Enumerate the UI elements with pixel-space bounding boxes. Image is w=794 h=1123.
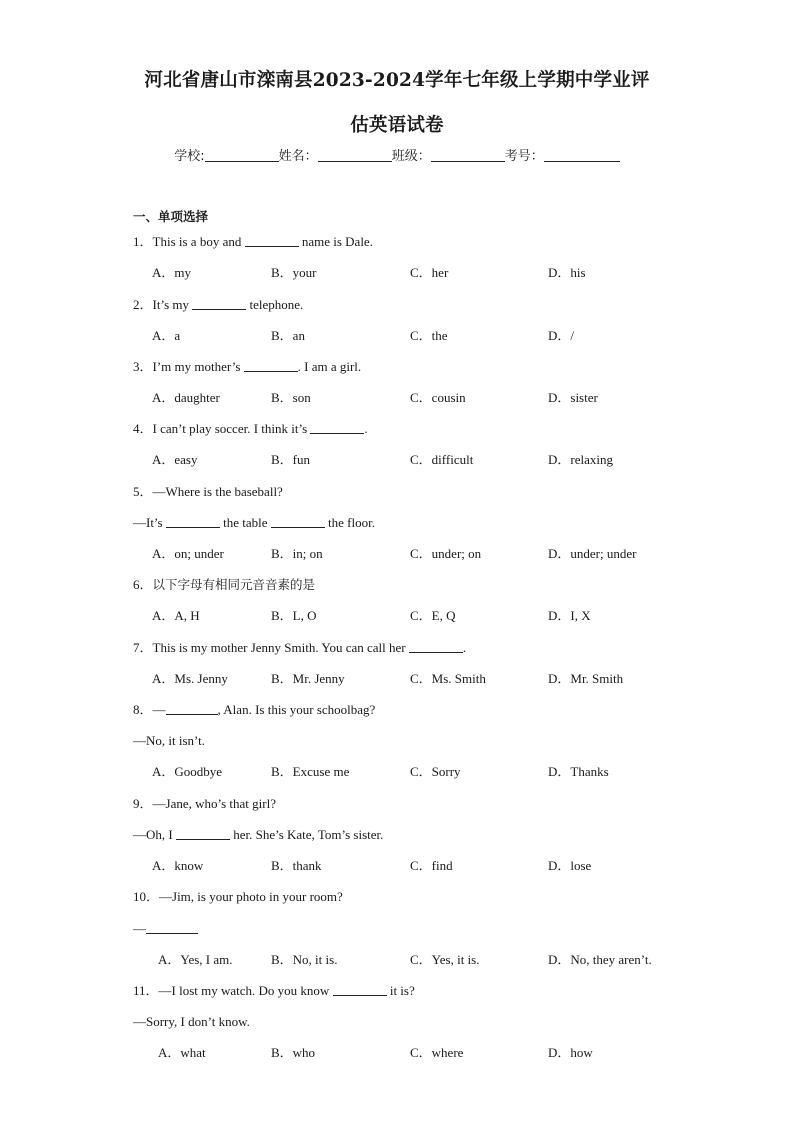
answer-blank[interactable] [310, 421, 364, 434]
question-1-option-c[interactable] [410, 265, 448, 281]
question-2-line-1 [133, 297, 303, 313]
name-blank[interactable] [318, 148, 392, 162]
option-letter: A． [152, 265, 175, 280]
answer-blank[interactable] [146, 921, 198, 934]
question-3-line-1 [133, 359, 361, 375]
option-text: know [174, 858, 204, 873]
question-5-option-d[interactable] [548, 546, 636, 562]
question-text: . I am a girl. [297, 359, 362, 374]
question-1-option-a[interactable] [152, 265, 191, 281]
question-11-line-1 [133, 983, 415, 999]
option-letter: B． [271, 1045, 293, 1060]
option-letter: D． [548, 671, 571, 686]
option-letter: C． [410, 328, 432, 343]
question-text: it is? [386, 983, 415, 998]
question-8-line-1 [133, 702, 375, 718]
option-text: relaxing [570, 452, 613, 467]
question-2-option-b[interactable] [271, 328, 305, 344]
option-text: difficult [431, 452, 474, 467]
answer-blank[interactable] [409, 640, 463, 653]
option-letter: D． [548, 608, 571, 623]
question-3-option-c[interactable] [410, 390, 466, 406]
option-text: fun [292, 452, 311, 467]
option-text: I, X [570, 608, 591, 623]
option-letter: B． [271, 546, 293, 561]
option-letter: A． [152, 608, 175, 623]
option-letter: B． [271, 764, 293, 779]
question-text: —Oh, I [133, 827, 176, 842]
option-letter: B． [271, 328, 293, 343]
option-text: son [292, 390, 311, 405]
option-text: Excuse me [292, 764, 350, 779]
option-text: Ms. Jenny [174, 671, 228, 686]
option-letter: D． [548, 328, 571, 343]
option-letter: A． [158, 1045, 181, 1060]
question-6-option-c[interactable] [410, 608, 456, 624]
question-5-option-b[interactable] [271, 546, 323, 562]
question-7-option-a[interactable] [152, 671, 228, 687]
question-4-line-1 [133, 421, 368, 437]
answer-blank[interactable] [176, 827, 230, 840]
question-text: I’m my mother’s [152, 359, 244, 374]
class-blank[interactable] [431, 148, 505, 162]
option-text: easy [174, 452, 198, 467]
question-8-line-2 [133, 733, 205, 749]
question-9-option-d[interactable] [548, 858, 591, 874]
option-letter: C． [410, 764, 432, 779]
option-text: Mr. Smith [570, 671, 624, 686]
option-letter: C． [410, 671, 432, 686]
question-number: 8． [133, 702, 153, 717]
option-letter: D． [548, 952, 571, 967]
answer-blank[interactable] [245, 234, 299, 247]
question-9-line-1 [133, 796, 276, 812]
question-10-option-a[interactable] [158, 952, 233, 968]
question-5-option-a[interactable] [152, 546, 224, 562]
id-blank[interactable] [544, 148, 620, 162]
question-8-option-c[interactable] [410, 764, 461, 780]
question-9-option-b[interactable] [271, 858, 322, 874]
exam-title-line-1: 河北省唐山市滦南县2023-2024学年七年级上学期中学业评 [144, 70, 650, 91]
option-letter: C． [410, 265, 432, 280]
option-text: where [431, 1045, 464, 1060]
option-letter: D． [548, 390, 571, 405]
question-1-option-d[interactable] [548, 265, 586, 281]
question-10-option-c[interactable] [410, 952, 479, 968]
question-1-line-1 [133, 234, 373, 250]
option-text: under; on [431, 546, 482, 561]
option-text: how [570, 1045, 593, 1060]
question-text: It’s my [152, 297, 193, 312]
question-2-option-a[interactable] [152, 328, 180, 344]
option-text: thank [292, 858, 322, 873]
question-text: This is my mother Jenny Smith. You can call her [152, 640, 409, 655]
option-text: L, O [292, 608, 317, 623]
option-letter: A． [152, 390, 175, 405]
question-9-line-2 [133, 827, 383, 843]
question-8-option-d[interactable] [548, 764, 609, 780]
question-text: I can’t play soccer. I think it’s [152, 421, 311, 436]
option-text: Ms. Smith [431, 671, 486, 686]
option-letter: C． [410, 858, 432, 873]
question-6-option-b[interactable] [271, 608, 317, 624]
option-letter: A． [152, 546, 175, 561]
question-text: 以下字母有相同元音音素的是 [152, 577, 316, 592]
question-8-option-a[interactable] [152, 764, 222, 780]
question-text: telephone. [246, 297, 304, 312]
question-2-option-c[interactable] [410, 328, 448, 344]
option-letter: A． [158, 952, 181, 967]
option-text: under; under [570, 546, 637, 561]
question-1-option-b[interactable] [271, 265, 317, 281]
option-letter: D． [548, 452, 571, 467]
question-text: name is Dale. [298, 234, 373, 249]
question-9-option-c[interactable] [410, 858, 453, 874]
option-text: Yes, it is. [431, 952, 480, 967]
option-letter: B． [271, 265, 293, 280]
question-text: . [364, 421, 368, 436]
question-text: . [462, 640, 467, 655]
question-text: — [152, 702, 166, 717]
option-text: lose [570, 858, 592, 873]
answer-blank[interactable] [166, 702, 218, 715]
question-4-option-b[interactable] [271, 452, 310, 468]
question-4-option-c[interactable] [410, 452, 473, 468]
option-text: who [292, 1045, 316, 1060]
school-blank[interactable] [205, 148, 279, 162]
question-number: 7． [133, 640, 153, 655]
option-letter: A． [152, 858, 175, 873]
option-letter: D． [548, 764, 571, 779]
option-letter: C． [410, 608, 432, 623]
question-7-option-d[interactable] [548, 671, 623, 687]
question-number: 11． [133, 983, 159, 998]
option-text: No, they aren’t. [570, 952, 652, 967]
option-letter: B． [271, 858, 293, 873]
question-text: —Jim, is your photo in your room? [159, 889, 343, 904]
question-7-line-1 [133, 640, 466, 656]
option-text: Thanks [570, 764, 609, 779]
option-letter: B． [271, 608, 293, 623]
question-9-option-a[interactable] [152, 858, 203, 874]
question-text: her. She’s Kate, Tom’s sister. [229, 827, 384, 842]
question-number: 3． [133, 359, 153, 374]
question-text: —Where is the baseball? [152, 484, 283, 499]
option-letter: A． [152, 671, 175, 686]
option-text: my [174, 265, 192, 280]
option-text: find [431, 858, 453, 873]
question-3-option-d[interactable] [548, 390, 598, 406]
option-text: sister [570, 390, 598, 405]
question-10-line-2 [133, 921, 198, 937]
question-4-option-d[interactable] [548, 452, 613, 468]
question-3-option-a[interactable] [152, 390, 220, 406]
option-text: her [431, 265, 449, 280]
question-4-option-a[interactable] [152, 452, 198, 468]
option-letter: B． [271, 952, 293, 967]
question-10-line-1 [133, 889, 343, 905]
question-text: —It’s [133, 515, 166, 530]
id-label: 考号： [504, 149, 544, 164]
question-6-option-d[interactable] [548, 608, 591, 624]
option-letter: D． [548, 1045, 571, 1060]
option-text: Mr. Jenny [292, 671, 345, 686]
option-text: in; on [292, 546, 323, 561]
student-info-row [0, 145, 794, 164]
question-7-option-b[interactable] [271, 671, 345, 687]
option-text: / [570, 328, 575, 343]
question-number: 1． [133, 234, 153, 249]
question-text: —Sorry, I don’t know. [133, 1014, 250, 1029]
question-text: — [133, 921, 146, 936]
question-text: the floor. [324, 515, 375, 530]
option-letter: A． [152, 452, 175, 467]
question-11-option-d[interactable] [548, 1045, 593, 1061]
option-letter: C． [410, 952, 432, 967]
option-letter: D． [548, 858, 571, 873]
school-label: 学校: [174, 149, 205, 164]
question-number: 4． [133, 421, 153, 436]
option-text: Sorry [431, 764, 461, 779]
name-label: 姓名： [278, 149, 318, 164]
question-6-line-1 [133, 577, 315, 593]
option-letter: D． [548, 265, 571, 280]
option-text: Goodbye [174, 764, 223, 779]
question-2-option-d[interactable] [548, 328, 574, 344]
option-text: daughter [174, 390, 220, 405]
question-5-line-1 [133, 484, 283, 500]
question-number: 2． [133, 297, 153, 312]
question-11-option-c[interactable] [410, 1045, 463, 1061]
section-title: 一、单项选择 [133, 209, 209, 224]
option-letter: C． [410, 390, 432, 405]
answer-blank[interactable] [244, 359, 298, 372]
question-text: the table [219, 515, 271, 530]
question-10-option-d[interactable] [548, 952, 652, 968]
question-text: —No, it isn’t. [133, 733, 205, 748]
answer-blank[interactable] [166, 515, 220, 528]
option-letter: C． [410, 452, 432, 467]
option-text: A, H [174, 608, 200, 623]
question-6-option-a[interactable] [152, 608, 200, 624]
option-letter: C． [410, 1045, 432, 1060]
option-letter: A． [152, 764, 175, 779]
question-11-option-a[interactable] [158, 1045, 206, 1061]
question-text: —I lost my watch. Do you know [158, 983, 333, 998]
question-5-option-c[interactable] [410, 546, 481, 562]
option-letter: B． [271, 390, 293, 405]
question-text: This is a boy and [152, 234, 245, 249]
question-8-option-b[interactable] [271, 764, 349, 780]
question-5-line-2 [133, 515, 375, 531]
question-10-option-b[interactable] [271, 952, 337, 968]
option-letter: D． [548, 546, 571, 561]
option-letter: C． [410, 546, 432, 561]
option-letter: B． [271, 671, 293, 686]
option-text: on; under [174, 546, 224, 561]
option-text: cousin [431, 390, 466, 405]
answer-blank[interactable] [271, 515, 325, 528]
question-text: —Jane, who’s that girl? [152, 796, 276, 811]
question-number: 9． [133, 796, 153, 811]
option-text: what [180, 1045, 206, 1060]
question-number: 10． [133, 889, 160, 904]
answer-blank[interactable] [192, 297, 246, 310]
option-letter: B． [271, 452, 293, 467]
question-3-option-b[interactable] [271, 390, 311, 406]
question-number: 5． [133, 484, 153, 499]
answer-blank[interactable] [333, 983, 387, 996]
option-text: an [292, 328, 305, 343]
question-7-option-c[interactable] [410, 671, 486, 687]
option-letter: A． [152, 328, 175, 343]
question-number: 6． [133, 577, 153, 592]
option-text: E, Q [431, 608, 456, 623]
question-11-line-2 [133, 1014, 250, 1030]
question-text: , Alan. Is this your schoolbag? [217, 702, 376, 717]
option-text: Yes, I am. [180, 952, 233, 967]
exam-title-line-2: 估英语试卷 [350, 115, 444, 136]
option-text: his [570, 265, 586, 280]
option-text: No, it is. [292, 952, 338, 967]
option-text: your [292, 265, 317, 280]
question-11-option-b[interactable] [271, 1045, 315, 1061]
class-label: 班级： [391, 149, 431, 164]
option-text: the [431, 328, 448, 343]
option-text: a [174, 328, 181, 343]
